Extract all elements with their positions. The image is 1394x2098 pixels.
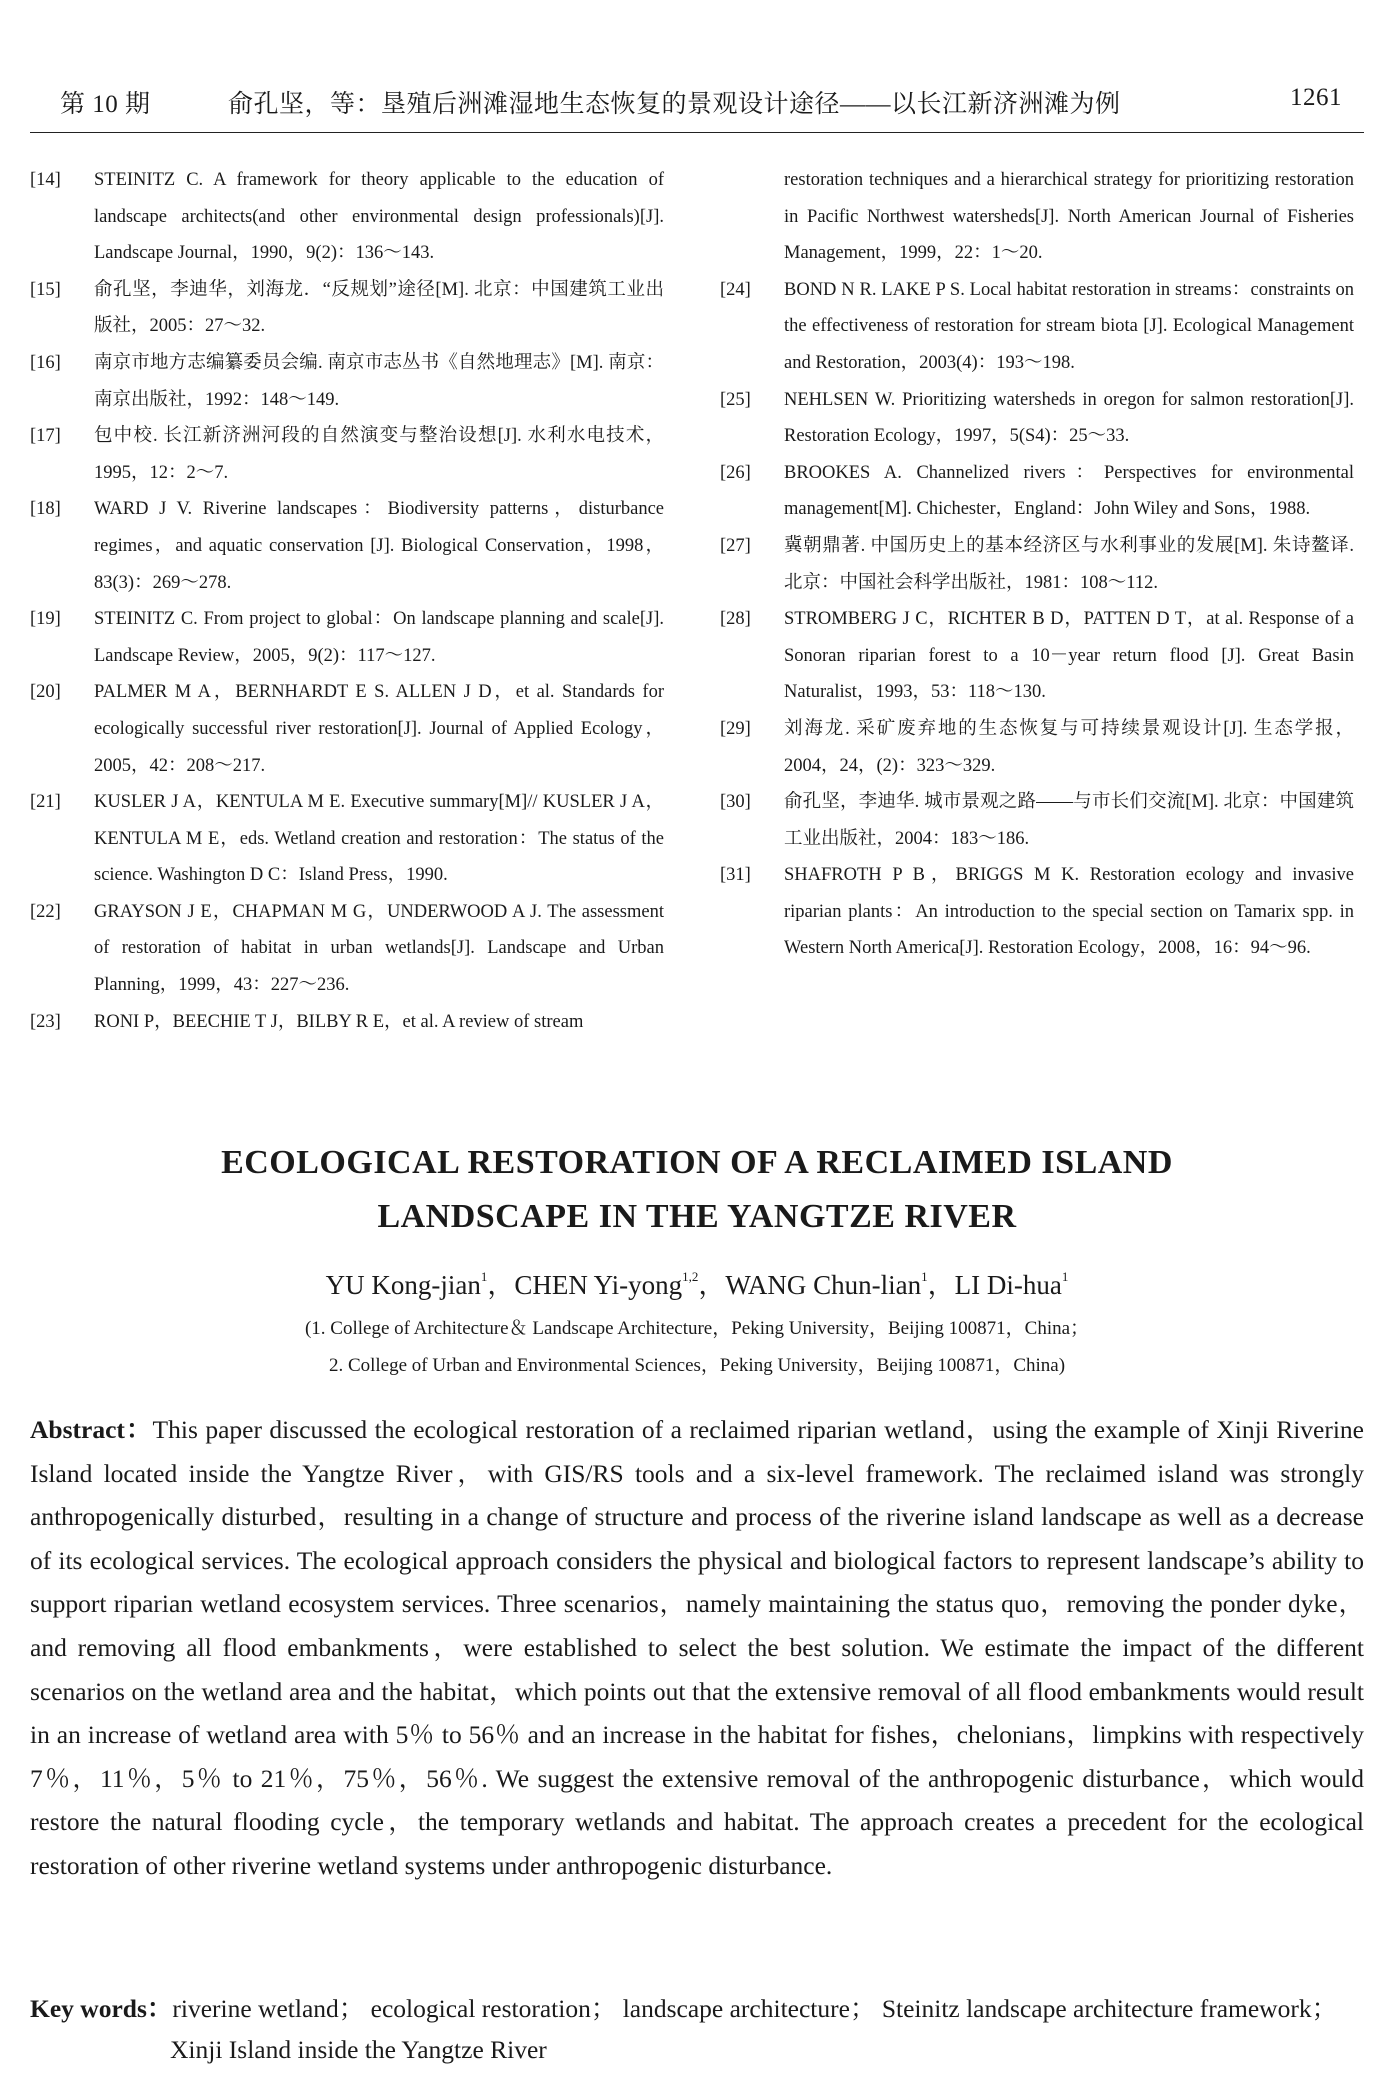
reference-item xyxy=(30,784,664,894)
reference-text: restoration techniques and a hierarchical strategy for prioritizing restoration in Pacific Northwest watersheds[J]. North American Journal of Fisheries Management，1999，22：1～20. xyxy=(784,170,1354,264)
reference-item xyxy=(720,272,1354,382)
affiliation-2: 2. College of Urban and Environmental Sciences，Peking University，Beijing 100871，China) xyxy=(328,1355,1066,1376)
reference-item xyxy=(30,418,664,491)
author-name: CHEN Yi-yong xyxy=(514,1270,683,1300)
reference-number: [19] xyxy=(30,609,61,630)
reference-text: 俞孔坚，李迪华，刘海龙．“反规划”途径[M]. 北京：中国建筑工业出版社，2005：27～32. xyxy=(94,279,664,337)
reference-number: [15] xyxy=(30,279,61,300)
reference-item xyxy=(720,784,1354,857)
reference-text: KUSLER J A，KENTULA M E. Executive summary[M]// KUSLER J A，KENTULA M E，eds. Wetland creation and restoration：The status of the science. Washington D C：Island Press，1990. xyxy=(94,792,664,886)
reference-item xyxy=(720,162,1354,272)
reference-text: SHAFROTH P B，BRIGGS M K. Restoration ecology and invasive riparian plants：An introduction to the special section on Tamarix spp. in Western North America[J]. Restoration Ecology，2008，16：94～96. xyxy=(784,865,1354,959)
reference-number: [22] xyxy=(30,901,61,922)
author-name: LI Di-hua xyxy=(954,1270,1062,1300)
reference-item xyxy=(30,894,664,1004)
reference-item xyxy=(720,382,1354,455)
reference-text: 包中校. 长江新济洲河段的自然演变与整治设想[J]. 水利水电技术，1995，12：2～7. xyxy=(94,426,664,483)
author-affiliation-marker: 1 xyxy=(1061,1269,1069,1284)
paper-title-line2: LANDSCAPE IN THE YANGTZE RIVER xyxy=(377,1198,1017,1235)
reference-item xyxy=(720,455,1354,528)
author-separator: ， xyxy=(487,1270,515,1300)
abstract xyxy=(30,1408,1364,1888)
author-affiliation-marker: 1,2 xyxy=(682,1269,699,1284)
author-name: WANG Chun-lian xyxy=(725,1270,922,1300)
keywords-label: Key words： xyxy=(30,1994,173,2023)
reference-item xyxy=(720,711,1354,784)
page-number: 1261 xyxy=(1290,84,1342,111)
running-title: 俞孔坚，等：垦殖后洲滩湿地生态恢复的景观设计途径——以长江新济洲滩为例 xyxy=(228,91,1121,118)
affiliation-1: (1. College of Architecture＆ Landscape Architecture，Peking University，Beijing 100871，China； xyxy=(304,1318,1090,1339)
reference-number: [23] xyxy=(30,1011,61,1032)
reference-text: 俞孔坚，李迪华. 城市景观之路——与市长们交流[M]. 北京：中国建筑工业出版社，2004：183～186. xyxy=(784,792,1354,849)
reference-number: [24] xyxy=(720,279,751,300)
reference-number: [18] xyxy=(30,499,61,520)
reference-item xyxy=(30,601,664,674)
reference-text: NEHLSEN W. Prioritizing watersheds in oregon for salmon restoration[J]. Restoration Ecology，1997，5(S4)：25～33. xyxy=(784,389,1354,447)
references-left-column xyxy=(30,162,664,1040)
reference-text: GRAYSON J E，CHAPMAN M G，UNDERWOOD A J. The assessment of restoration of habitat in urban wetlands[J]. Landscape and Urban Planning，1999，43：227～236. xyxy=(94,901,664,996)
reference-item xyxy=(720,857,1354,967)
reference-item xyxy=(720,601,1354,711)
reference-text: STROMBERG J C，RICHTER B D，PATTEN D T，at al. Response of a Sonoran riparian forest to a 10－year return flood [J]. Great Basin Naturalist，1993，53：118～130. xyxy=(784,609,1354,703)
reference-text: BROOKES A. Channelized rivers：Perspectives for environmental management[M]. Chichester，England：John Wiley and Sons，1988. xyxy=(784,462,1354,520)
reference-text: STEINITZ C. A framework for theory applicable to the education of landscape architects(and other environmental design professionals)[J]. Landscape Journal，1990，9(2)：136～143. xyxy=(94,170,664,264)
header-rule xyxy=(30,132,1364,133)
reference-item xyxy=(30,345,664,418)
reference-number: [14] xyxy=(30,170,61,190)
reference-number: [27] xyxy=(720,535,751,556)
reference-number: [17] xyxy=(30,426,61,447)
reference-item xyxy=(30,1004,664,1041)
reference-number: [21] xyxy=(30,792,61,813)
abstract-label: Abstract： xyxy=(30,1415,153,1444)
author-affiliation-marker: 1 xyxy=(480,1269,488,1284)
abstract-text: This paper discussed the ecological restoration of a reclaimed riparian wetland，using the example of Xinji Riverine Island located inside the Yangtze River，with GIS/RS tools and a six-level framework. The reclaimed island was strongly anthropogenically disturbed，resulting in a change of structure and process of the riverine island landscape as well as a decrease of its ecological services. The ecological approach considers the physical and biological factors to represent landscape’s ability to support riparian wetland ecosystem services. Three scenarios，namely maintaining the status quo，removing the ponder dyke，and removing all flood embankments，were established to select the best solution. We estimate the impact of the different scenarios on the wetland area and the habitat，which points out that the extensive removal of all flood embankments would result in an increase of wetland area with 5％ to 56％ and an increase in the habitat for fishes，chelonians，limpkins with respectively 7％，11％，5％ to 21％，75％，56％. We suggest the extensive removal of the anthropogenic disturbance，which would restore the natural flooding cycle，the temporary wetlands and habitat. The approach creates a precedent for the ecological restoration of other riverine wetland systems under anthropogenic disturbance. xyxy=(30,1415,1364,1880)
keywords xyxy=(30,1988,1364,2070)
reference-text: 刘海龙. 采矿废弃地的生态恢复与可持续景观设计[J]. 生态学报，2004，24，(2)：323～329. xyxy=(784,718,1354,776)
reference-number: [29] xyxy=(720,718,751,739)
issue-label: 第 10 期 xyxy=(60,91,151,118)
references-right-column xyxy=(720,162,1354,967)
reference-text: RONI P，BEECHIE T J，BILBY R E，et al. A review of stream xyxy=(94,1011,584,1032)
reference-number: [25] xyxy=(720,389,751,410)
reference-text: PALMER M A，BERNHARDT E S. ALLEN J D，et al. Standards for ecologically successful river restoration[J]. Journal of Applied Ecology，2005，42：208～217. xyxy=(94,682,664,776)
reference-number: [16] xyxy=(30,352,61,373)
reference-text: STEINITZ C. From project to global：On landscape planning and scale[J]. Landscape Review，2005，9(2)：117～127. xyxy=(94,609,664,666)
paper-title-line1: ECOLOGICAL RESTORATION OF A RECLAIMED ISLAND xyxy=(221,1144,1173,1181)
author-name: YU Kong-jian xyxy=(325,1270,481,1300)
reference-item xyxy=(30,491,664,601)
author-separator: ， xyxy=(927,1270,955,1300)
paper-title xyxy=(0,1136,1394,1244)
keywords-text: riverine wetland； ecological restoration； landscape architecture； Steinitz landscape architecture framework； Xinji Island inside the Yangtze River xyxy=(170,1994,1338,2064)
reference-number: [26] xyxy=(720,462,751,483)
reference-number: [31] xyxy=(720,865,751,886)
reference-text: 南京市地方志编纂委员会编. 南京市志丛书《自然地理志》[M]. 南京：南京出版社，1992：148～149. xyxy=(94,352,664,410)
reference-number: [28] xyxy=(720,609,751,630)
reference-text: WARD J V. Riverine landscapes：Biodiversity patterns，disturbance regimes，and aquatic conservation [J]. Biological Conservation，1998，83(3)：269～278. xyxy=(94,499,664,593)
author-list xyxy=(0,1263,1394,1302)
reference-text: BOND N R. LAKE P S. Local habitat restoration in streams：constraints on the effectiveness of restoration for stream biota [J]. Ecological Management and Restoration，2003(4)：193～198. xyxy=(784,279,1354,373)
reference-number: [20] xyxy=(30,682,61,703)
reference-item xyxy=(30,674,664,784)
reference-text: 冀朝鼎著. 中国历史上的基本经济区与水利事业的发展[M]. 朱诗鳌译. 北京：中国社会科学出版社，1981：108～112. xyxy=(784,535,1354,593)
reference-item xyxy=(30,162,664,272)
author-affiliation-marker: 1 xyxy=(921,1269,928,1284)
reference-number: [30] xyxy=(720,792,751,813)
reference-item xyxy=(30,272,664,345)
reference-item xyxy=(720,528,1354,601)
author-separator: ， xyxy=(698,1270,726,1300)
